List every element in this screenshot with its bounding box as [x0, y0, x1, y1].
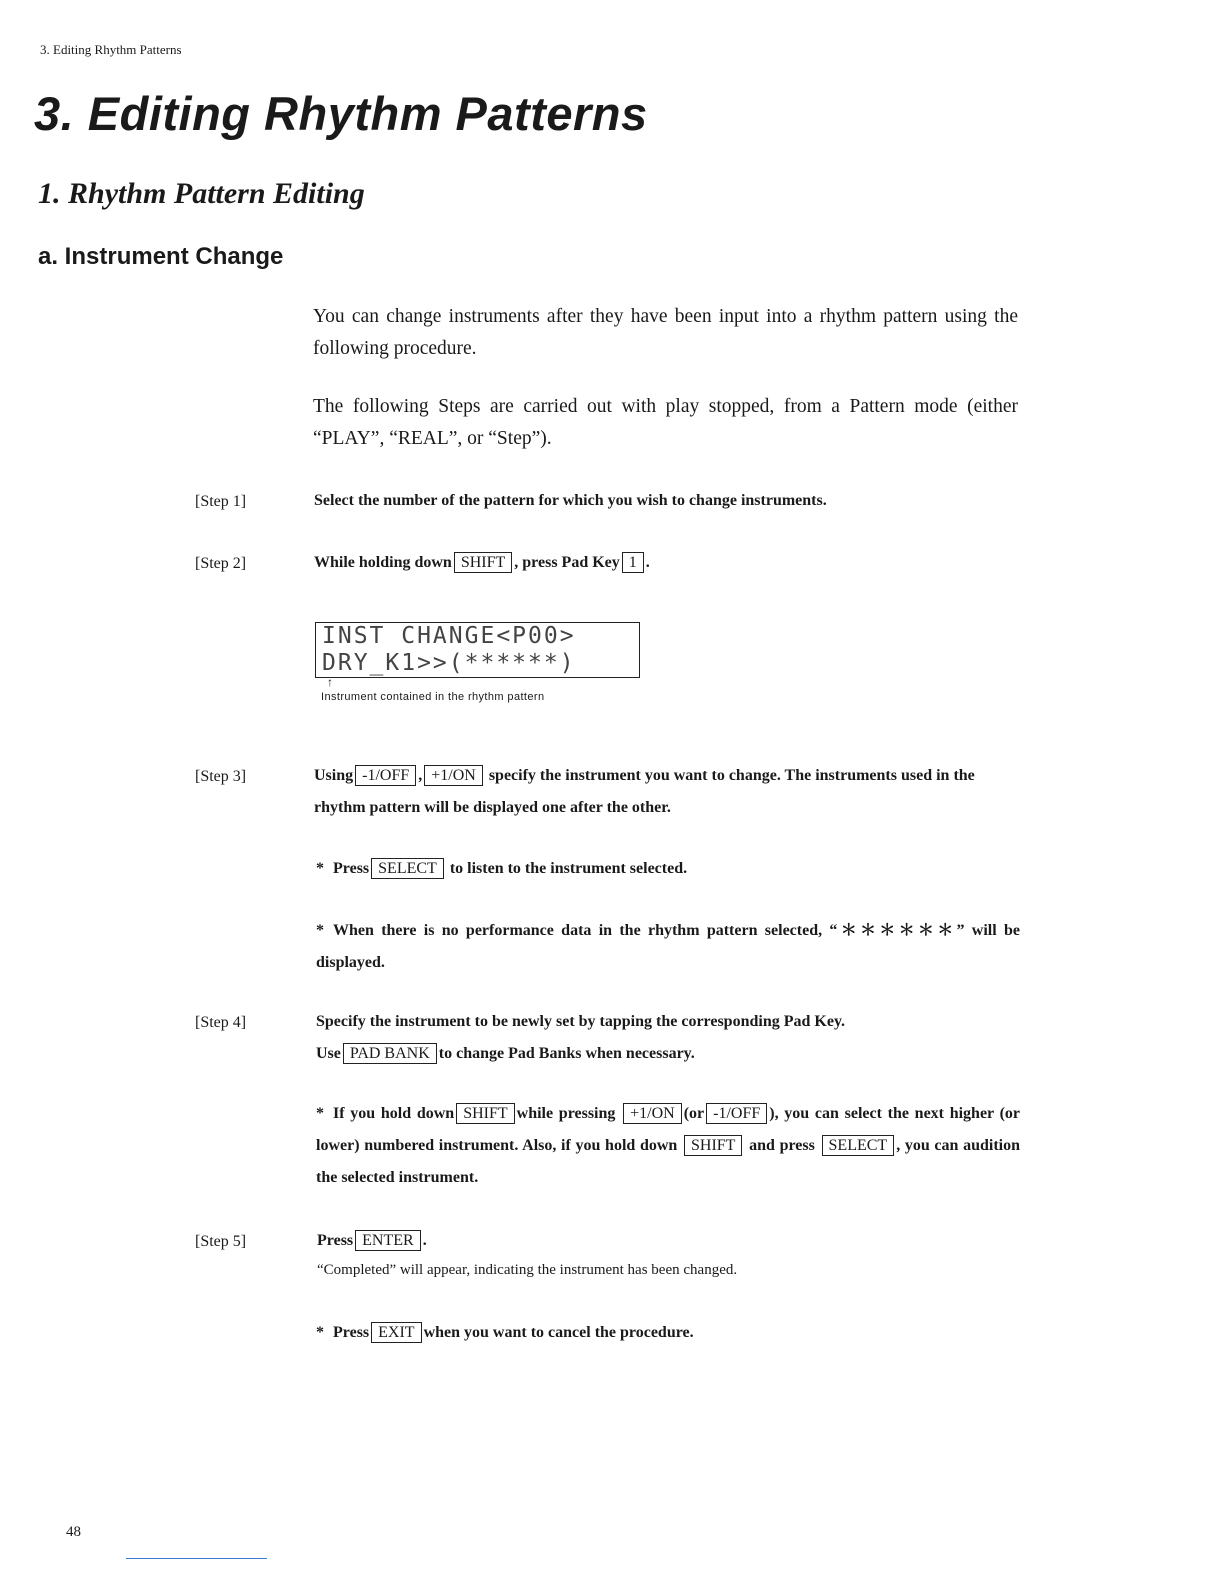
step-4-text [316, 1006, 1022, 1070]
step-4-t2: to change Pad Banks when necessary. [438, 1045, 695, 1062]
shift-key: SHIFT [684, 1135, 742, 1156]
shift-key: SHIFT [454, 552, 512, 573]
lcd-line-1: INST CHANGE<P00> [322, 623, 576, 649]
up-arrow-icon: ↑ [327, 675, 333, 689]
step-4-line-1: Specify the instrument to be newly set by tapping the corresponding Pad Key. [316, 1013, 846, 1030]
step-2-text [314, 547, 1020, 579]
step-2-t2: , press Pad Key [514, 554, 620, 571]
note-bullet: * [316, 1324, 324, 1341]
plus-1-on-key: +1/ON [623, 1103, 682, 1124]
enter-key: ENTER [355, 1230, 421, 1251]
intro-paragraph-1: You can change instruments after they have been input into a rhythm pattern using the following procedure. [313, 306, 1018, 359]
step-4-t1: Use [316, 1045, 341, 1062]
note-1 [316, 853, 1020, 885]
select-key: SELECT [822, 1135, 895, 1156]
step-3-t3: specify the instrument you want to change. The instruments used in the rhythm pattern will be displayed one after the other. [314, 767, 975, 816]
step-1-label: [Step 1] [195, 493, 247, 510]
step-5-text [317, 1225, 1023, 1283]
chapter-title: 3. Editing Rhythm Patterns [34, 87, 648, 140]
note-4 [316, 1317, 1020, 1349]
note-3 [316, 1098, 1020, 1194]
page-number: 48 [66, 1524, 81, 1540]
shift-key: SHIFT [456, 1103, 514, 1124]
lcd-display [315, 622, 640, 678]
note-3-t4: ), you can select the next higher (or lower) numbered instrument. Also, if you hold down [316, 1105, 1021, 1154]
note-1-t1: Press [333, 860, 370, 877]
minus-1-off-key: -1/OFF [355, 765, 416, 786]
lcd-caption: Instrument contained in the rhythm pattern [321, 691, 545, 703]
pad-bank-key: PAD BANK [343, 1043, 437, 1064]
note-2 [316, 915, 1020, 979]
step-2-label: [Step 2] [195, 555, 247, 572]
exit-key: EXIT [371, 1322, 421, 1343]
step-5-t1: Press [317, 1232, 354, 1249]
step-4-label: [Step 4] [195, 1014, 247, 1031]
step-2-t3: . [645, 554, 650, 571]
pad-key-1: 1 [622, 552, 644, 573]
step-1-text: Select the number of the pattern for which you wish to change instruments. [314, 492, 827, 509]
step-3-label: [Step 3] [195, 768, 247, 785]
note-2-text: When there is no performance data in the rhythm pattern selected, “＊＊＊＊＊＊” will be displayed. [316, 922, 1020, 971]
step-5-label: [Step 5] [195, 1233, 247, 1250]
select-key: SELECT [371, 858, 444, 879]
note-3-t3: (or [683, 1105, 705, 1122]
step-5-t2: . [422, 1232, 427, 1249]
note-3-t6: , you can audition the selected instrument. [316, 1137, 1021, 1186]
step-3-text [314, 760, 1020, 824]
note-bullet: * [316, 1105, 324, 1122]
step-3-t1: Using [314, 767, 354, 784]
intro-paragraph-2: The following Steps are carried out with play stopped, from a Pattern mode (either “PLAY”, “REAL”, or “Step”). [313, 396, 1018, 449]
note-3-t2: while pressing [516, 1105, 616, 1122]
step-4-line-2 [316, 1038, 1022, 1070]
note-4-t2: when you want to cancel the procedure. [423, 1324, 694, 1341]
note-1-t2: to listen to the instrument selected. [449, 860, 688, 877]
note-3-t1: If you hold down [333, 1105, 455, 1122]
section-title: 1. Rhythm Pattern Editing [38, 177, 365, 210]
note-3-t5: and press [749, 1137, 815, 1154]
note-bullet: * [316, 860, 324, 877]
subsection-title: a. Instrument Change [38, 243, 284, 270]
note-4-t1: Press [333, 1324, 370, 1341]
plus-1-on-key: +1/ON [424, 765, 483, 786]
step-5-line-1 [317, 1225, 1023, 1257]
step-3-t2: , [418, 767, 423, 784]
footer-rule [126, 1558, 267, 1559]
step-5-sub: “Completed” will appear, indicating the instrument has been changed. [317, 1262, 738, 1278]
note-bullet: * [316, 922, 324, 939]
running-header: 3. Editing Rhythm Patterns [40, 42, 182, 57]
minus-1-off-key: -1/OFF [706, 1103, 767, 1124]
lcd-line-2: DRY_K1>>(******) [322, 650, 576, 676]
step-2-t1: While holding down [314, 554, 452, 571]
